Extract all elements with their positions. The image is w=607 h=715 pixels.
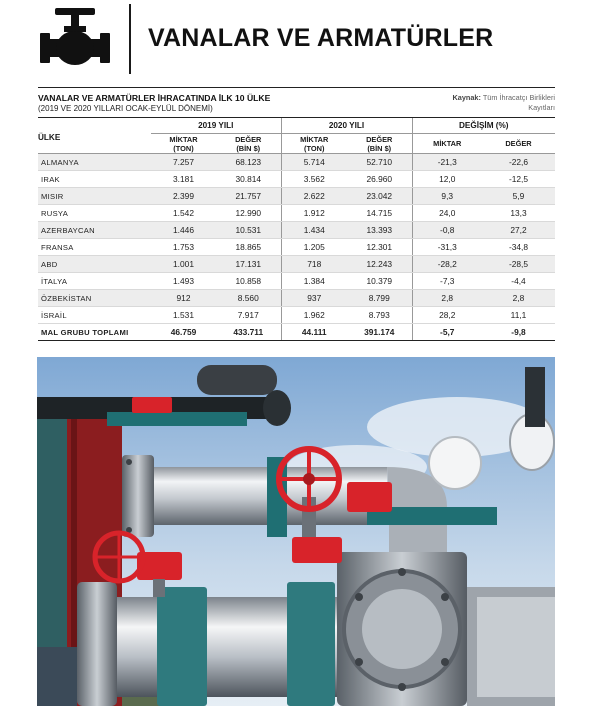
cell-change-miktar: -5,7 xyxy=(412,324,482,341)
cell-deger-2019: 12.990 xyxy=(216,205,281,222)
cell-miktar-2020: 1.434 xyxy=(281,222,347,239)
cell-country: MISIR xyxy=(38,188,151,205)
table-total-row xyxy=(38,324,555,341)
page-header xyxy=(0,0,607,85)
cell-change-deger: -34,8 xyxy=(482,239,555,256)
cell-miktar-2020: 1.205 xyxy=(281,239,347,256)
cell-change-deger: 11,1 xyxy=(482,307,555,324)
cell-deger-2020: 14.715 xyxy=(347,205,412,222)
cell-country: ÖZBEKİSTAN xyxy=(38,290,151,307)
cell-change-miktar: -31,3 xyxy=(412,239,482,256)
col-header-miktar-2020: MİKTAR (TON) xyxy=(281,134,347,154)
cell-miktar-2020: 1.962 xyxy=(281,307,347,324)
table-top-rule xyxy=(38,87,555,88)
cell-deger-2020: 8.793 xyxy=(347,307,412,324)
table-row xyxy=(38,171,555,188)
cell-deger-2020: 10.379 xyxy=(347,273,412,290)
cell-change-deger: -9,8 xyxy=(482,324,555,341)
cell-change-miktar: 12,0 xyxy=(412,171,482,188)
cell-country: MAL GRUBU TOPLAMI xyxy=(38,324,151,341)
cell-deger-2020: 26.960 xyxy=(347,171,412,188)
cell-deger-2019: 8.560 xyxy=(216,290,281,307)
cell-miktar-2019: 1.753 xyxy=(151,239,216,256)
table-row xyxy=(38,290,555,307)
col-header-change-deger: DEĞER xyxy=(482,134,555,154)
cell-deger-2020: 8.799 xyxy=(347,290,412,307)
cell-deger-2019: 7.917 xyxy=(216,307,281,324)
cell-deger-2020: 13.393 xyxy=(347,222,412,239)
cell-miktar-2019: 1.001 xyxy=(151,256,216,273)
cell-miktar-2019: 1.446 xyxy=(151,222,216,239)
cell-miktar-2020: 2.622 xyxy=(281,188,347,205)
table-row xyxy=(38,273,555,290)
cell-change-miktar: 24,0 xyxy=(412,205,482,222)
cell-miktar-2019: 1.542 xyxy=(151,205,216,222)
col-header-change-miktar: MİKTAR xyxy=(412,134,482,154)
cell-miktar-2020: 5.714 xyxy=(281,154,347,171)
cell-miktar-2019: 1.531 xyxy=(151,307,216,324)
cell-deger-2019: 433.711 xyxy=(216,324,281,341)
cell-deger-2019: 18.865 xyxy=(216,239,281,256)
cell-deger-2019: 10.531 xyxy=(216,222,281,239)
cell-change-deger: 27,2 xyxy=(482,222,555,239)
cell-miktar-2019: 1.493 xyxy=(151,273,216,290)
cell-change-deger: 2,8 xyxy=(482,290,555,307)
cell-change-deger: -22,6 xyxy=(482,154,555,171)
pipeline-valves-photo xyxy=(37,357,555,706)
cell-miktar-2019: 912 xyxy=(151,290,216,307)
cell-change-deger: 5,9 xyxy=(482,188,555,205)
table-body xyxy=(38,154,555,341)
cell-miktar-2020: 44.111 xyxy=(281,324,347,341)
cell-deger-2020: 12.301 xyxy=(347,239,412,256)
table-title: VANALAR VE ARMATÜRLER İHRACATINDA İLK 10 ÜLKE xyxy=(38,93,271,103)
pipeline-illustration xyxy=(37,357,555,706)
cell-country: AZERBAYCAN xyxy=(38,222,151,239)
cell-country: RUSYA xyxy=(38,205,151,222)
cell-change-deger: -12,5 xyxy=(482,171,555,188)
cell-miktar-2020: 718 xyxy=(281,256,347,273)
cell-deger-2019: 21.757 xyxy=(216,188,281,205)
cell-country: İTALYA xyxy=(38,273,151,290)
table-row xyxy=(38,188,555,205)
source-label: Kaynak: xyxy=(452,93,481,102)
cell-miktar-2019: 2.399 xyxy=(151,188,216,205)
cell-miktar-2019: 7.257 xyxy=(151,154,216,171)
cell-miktar-2019: 46.759 xyxy=(151,324,216,341)
cell-miktar-2020: 1.384 xyxy=(281,273,347,290)
col-header-miktar-2019: MİKTAR (TON) xyxy=(151,134,216,154)
cell-miktar-2020: 3.562 xyxy=(281,171,347,188)
table-row xyxy=(38,154,555,171)
cell-deger-2020: 52.710 xyxy=(347,154,412,171)
cell-change-miktar: -0,8 xyxy=(412,222,482,239)
cell-change-miktar: 2,8 xyxy=(412,290,482,307)
cell-deger-2019: 10.858 xyxy=(216,273,281,290)
source-text: Tüm İhracatçı Birlikleri Kayıtları xyxy=(482,93,555,112)
cell-miktar-2020: 1.912 xyxy=(281,205,347,222)
cell-deger-2020: 391.174 xyxy=(347,324,412,341)
cell-deger-2019: 68.123 xyxy=(216,154,281,171)
cell-deger-2019: 30.814 xyxy=(216,171,281,188)
col-header-deger-2019: DEĞER (BİN $) xyxy=(216,134,281,154)
cell-deger-2020: 23.042 xyxy=(347,188,412,205)
cell-country: ABD xyxy=(38,256,151,273)
cell-change-miktar: 9,3 xyxy=(412,188,482,205)
cell-change-miktar: -21,3 xyxy=(412,154,482,171)
table-row xyxy=(38,307,555,324)
table-row xyxy=(38,205,555,222)
group-header-2019: 2019 YILI xyxy=(151,118,281,134)
cell-deger-2020: 12.243 xyxy=(347,256,412,273)
cell-miktar-2019: 3.181 xyxy=(151,171,216,188)
table-subtitle: (2019 VE 2020 YILLARI OCAK-EYLÜL DÖNEMİ) xyxy=(38,104,213,113)
cell-deger-2019: 17.131 xyxy=(216,256,281,273)
cell-change-deger: -28,5 xyxy=(482,256,555,273)
header-divider xyxy=(129,4,131,74)
cell-country: FRANSA xyxy=(38,239,151,256)
cell-country: İSRAİL xyxy=(38,307,151,324)
country-column-header: ÜLKE xyxy=(38,118,151,154)
cell-change-deger: -4,4 xyxy=(482,273,555,290)
cell-change-miktar: -28,2 xyxy=(412,256,482,273)
table-row xyxy=(38,239,555,256)
cell-miktar-2020: 937 xyxy=(281,290,347,307)
table-row xyxy=(38,256,555,273)
col-header-deger-2020: DEĞER (BİN $) xyxy=(347,134,412,154)
cell-country: IRAK xyxy=(38,171,151,188)
valve-icon xyxy=(40,6,110,70)
cell-country: ALMANYA xyxy=(38,154,151,171)
export-table xyxy=(38,117,555,341)
group-header-change: DEĞİŞİM (%) xyxy=(412,118,555,134)
cell-change-miktar: 28,2 xyxy=(412,307,482,324)
table-row xyxy=(38,222,555,239)
cell-change-deger: 13,3 xyxy=(482,205,555,222)
source-note xyxy=(435,93,555,113)
group-header-2020: 2020 YILI xyxy=(281,118,412,134)
page-title: VANALAR VE ARMATÜRLER xyxy=(148,24,494,52)
cell-change-miktar: -7,3 xyxy=(412,273,482,290)
